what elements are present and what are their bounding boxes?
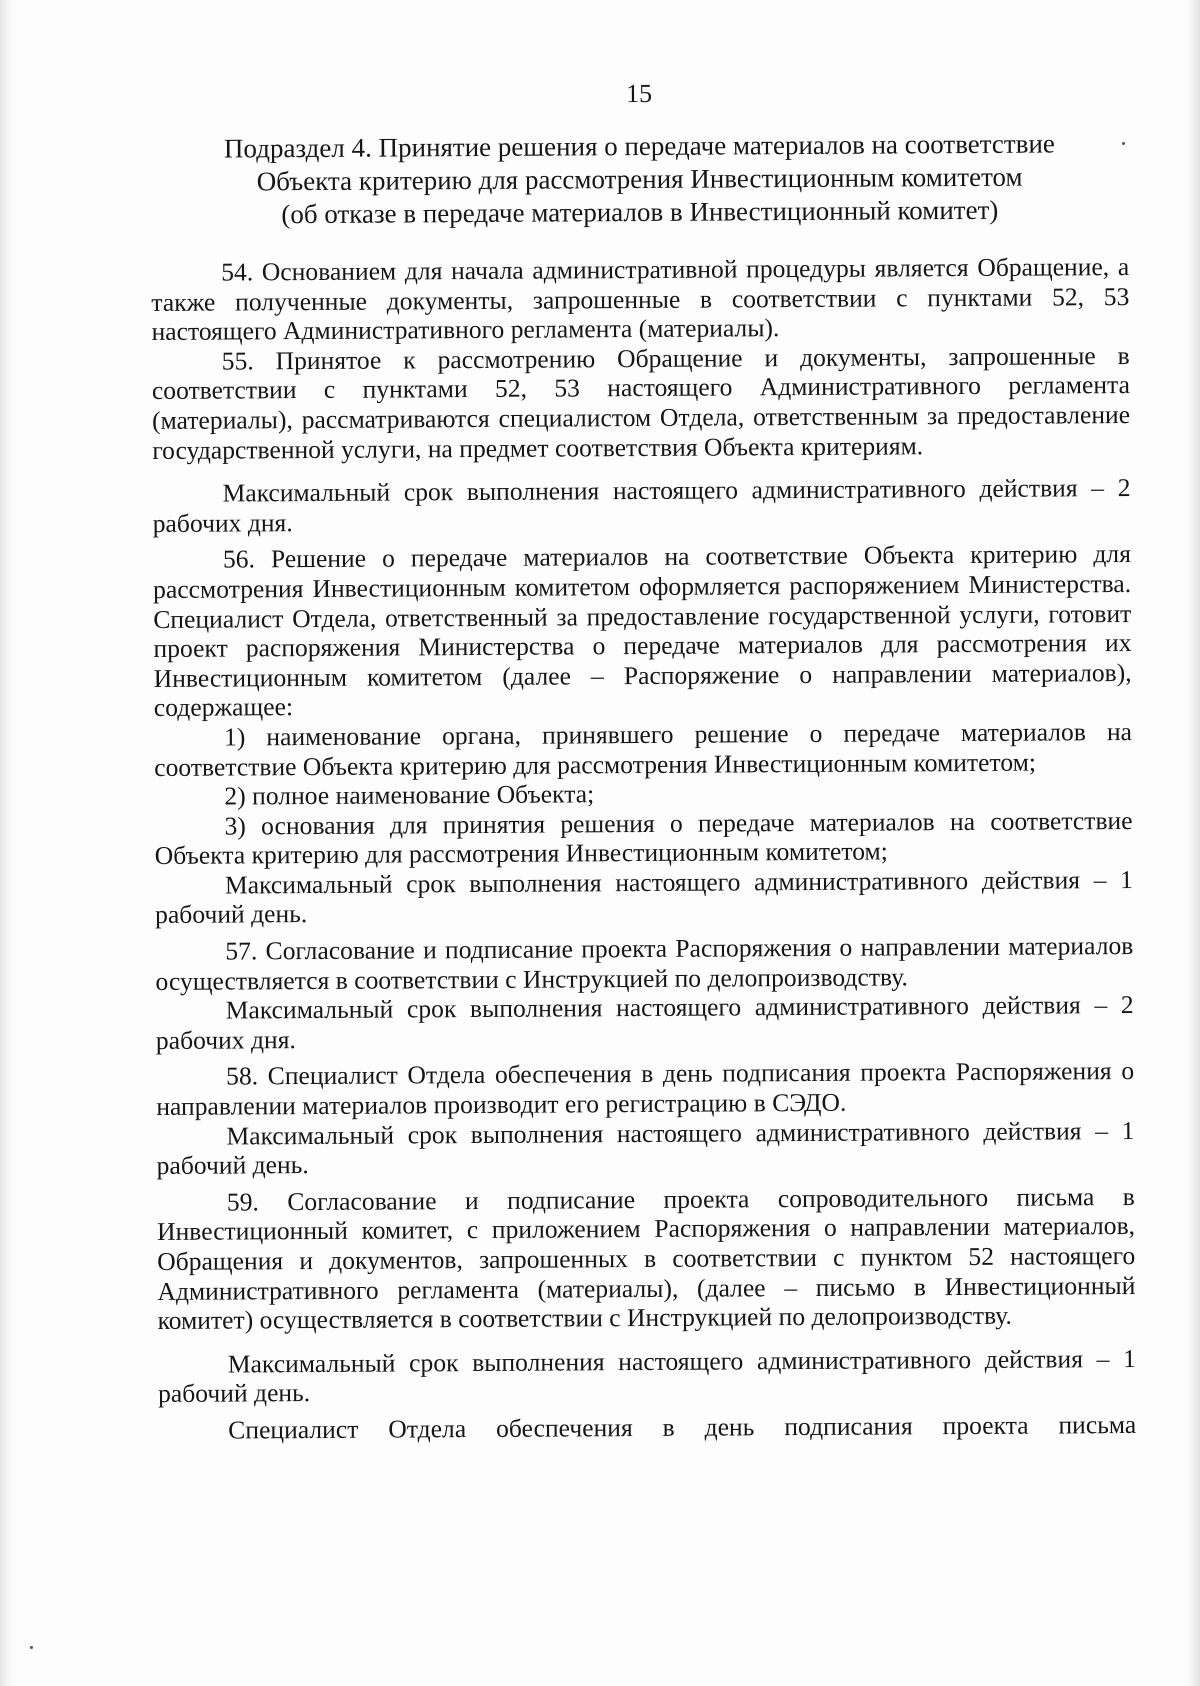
scan-edge-left [0, 0, 14, 1686]
paragraph-deadline: Максимальный срок выполнения настоящего административного действия – 2 рабочих дня. [155, 990, 1134, 1055]
list-item-2: 2) полное наименование Объекта; [224, 779, 595, 811]
heading-line: Объекта критерию для рассмотрения Инвестиционным комитетом [256, 161, 1023, 197]
paragraph-57: 57. Согласование и подписание проекта Распоряжения о направлении материалов осуществляется в соответствии с Инструкцией по делопроизводству. [155, 931, 1134, 996]
paragraph-continuation: Специалист Отдела обеспечения в день подписания проекта письма [228, 1409, 1137, 1445]
paragraph-55: 55. Принятое к рассмотрению Обращение и документы, запрошенные в соответствии с пунктами 52, 53 настоящего Административного регламента (материалы), рассматриваются специалистом Отдела, ответственным за предоставление государственной услуги, на предмет соответствия Объекта критериям. [151, 340, 1131, 465]
paragraph-deadline: Максимальный срок выполнения настоящего административного действия – 1 рабочий день. [156, 1115, 1135, 1181]
paragraph-56: 56. Решение о передаче материалов на соответствие Объекта критерию для рассмотрения Инвестиционным комитетом оформляется распоряжением Министерства. Специалист Отдела, ответственный за предоставление государственной услуги, готовит проект распоряжения Министерства о передаче материалов для рассмотрения их Инвестиционным комитетом (далее – Распоряжение о направлении материалов), содержащее: [153, 539, 1132, 723]
paragraph-deadline: Максимальный срок выполнения настоящего административного действия – 2 рабочих дня. [152, 473, 1131, 538]
paragraph-deadline: Максимальный срок выполнения настоящего административного действия – 1 рабочий день. [157, 1343, 1136, 1409]
list-item-1: 1) наименование органа, принявшего решение о передаче материалов на соответствие Объекта критерию для рассмотрения Инвестиционным комитетом; [154, 716, 1133, 782]
document-body [150, 75, 1136, 1446]
paragraph-deadline: Максимальный срок выполнения настоящего административного действия – 1 рабочий день. [155, 864, 1133, 930]
heading-line: Подраздел 4. Принятие решения о передаче материалов на соответствие [223, 128, 1055, 164]
heading-line: (об отказе в передаче материалов в Инвестиционный комитет) [281, 194, 999, 230]
subsection-heading [150, 127, 1129, 232]
paragraph-54: 54. Основанием для начала административной процедуры является Обращение, а также полученные документы, запрошенные в соответствии с пунктами 52, 53 настоящего Административного регламента (материалы). [151, 252, 1130, 347]
scan-speck [30, 1646, 33, 1649]
page-number: 15 [626, 78, 653, 109]
paragraph-59: 59. Согласование и подписание проекта сопроводительного письма в Инвестиционный комитет, с приложением Распоряжения о направлении материалов, Обращения и документов, запрошенных в соответствии с пунктом 52 настоящего Административного регламента (материалы), (далее – письмо в Инвестиционный комитет) осуществляется в соответствии с Инструкцией по делопроизводству. [156, 1181, 1136, 1336]
list-item-3: 3) основания для принятия решения о передаче материалов на соответствие Объекта критерию для рассмотрения Инвестиционным комитетом; [154, 805, 1133, 871]
scan-edge-right [1186, 0, 1200, 1686]
paragraph-58: 58. Специалист Отдела обеспечения в день подписания проекта Распоряжения о направлении материалов производит его регистрацию в СЭДО. [156, 1056, 1135, 1121]
